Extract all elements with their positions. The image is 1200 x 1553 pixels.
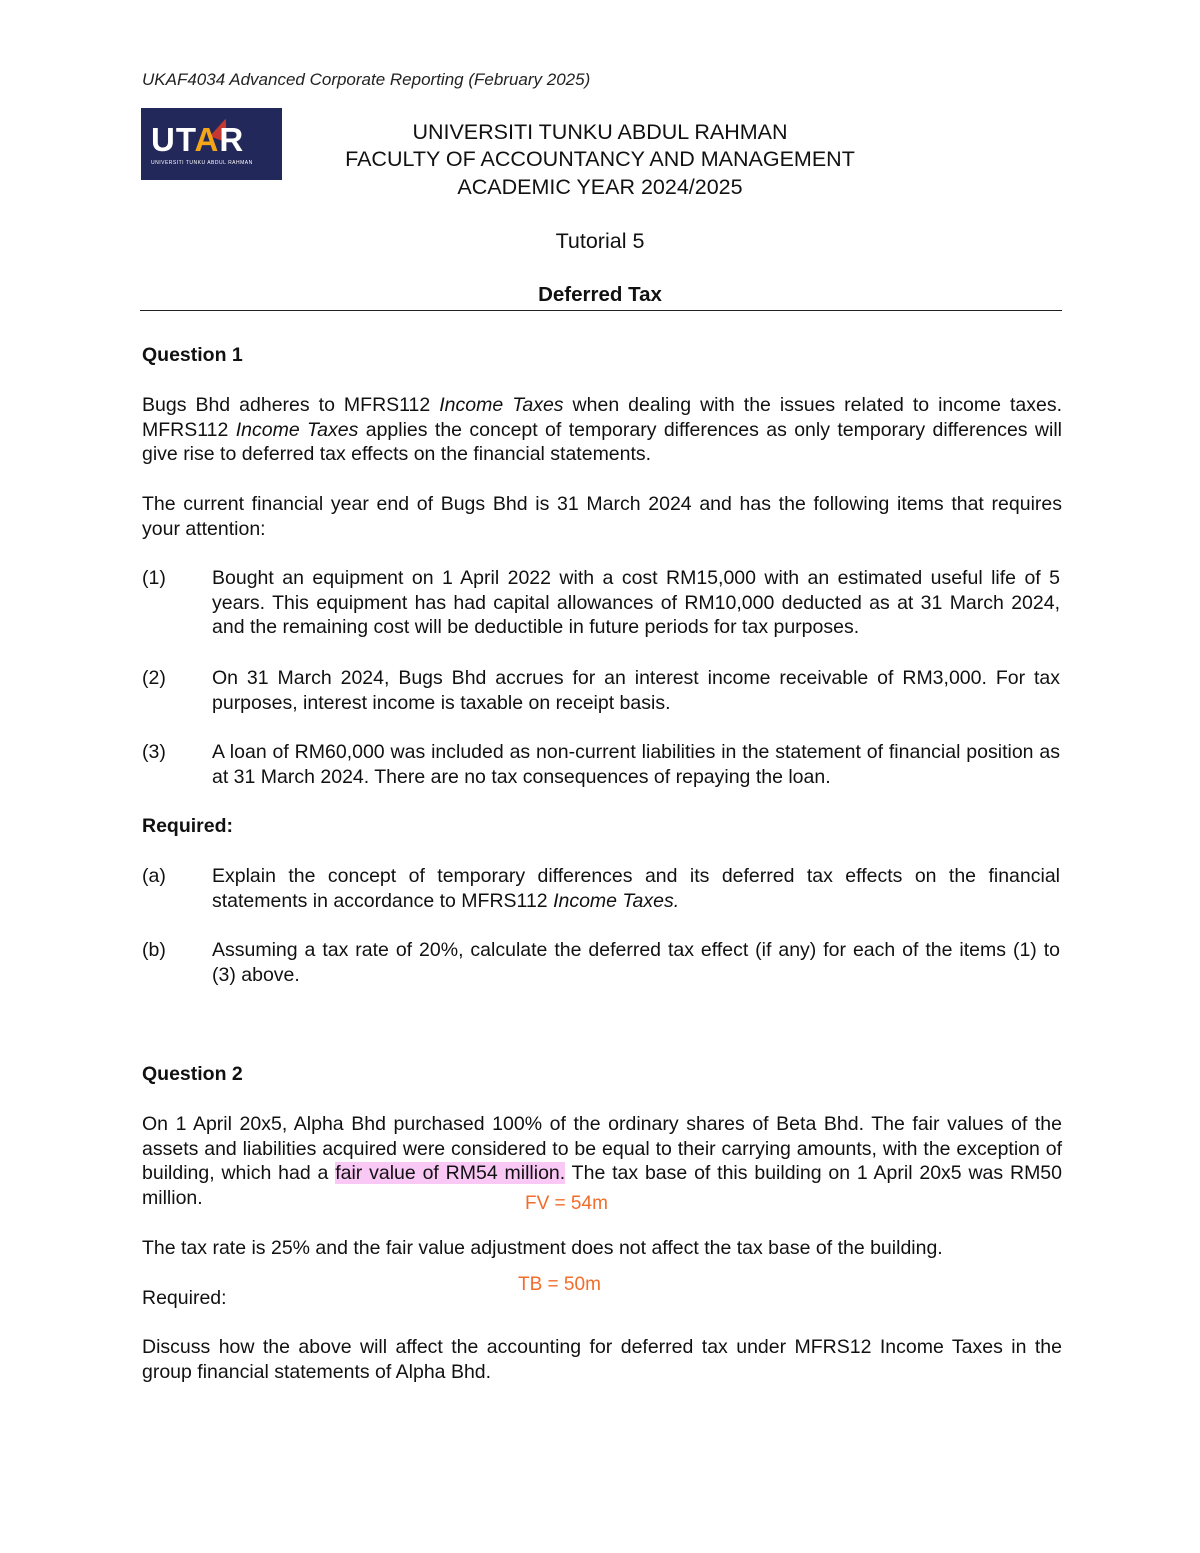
q2-required-label: Required: [142,1287,227,1309]
q1-item-2-number: (2) [142,667,166,689]
course-line: UKAF4034 Advanced Corporate Reporting (February 2025) [142,70,591,89]
q1-req-b-text: Assuming a tax rate of 20%, calculate the deferred tax effect (if any) for each of the items (1) to (3) above. [212,939,1060,986]
q1-item-2-text: On 31 March 2024, Bugs Bhd accrues for an interest income receivable of RM3,000. For tax purposes, interest income is taxable on receipt basis. [212,667,1060,714]
tutorial-title: Tutorial 5 [555,229,645,253]
annotation-tb: TB = 50m [518,1274,601,1295]
header-divider [140,310,1062,311]
q1-item-1-number: (1) [142,567,166,589]
q1-required-label: Required: [142,815,234,837]
university-name: UNIVERSITI TUNKU ABDUL RAHMAN [412,120,788,144]
q2-paragraph-2: The tax rate is 25% and the fair value adjustment does not affect the tax base of the building. [142,1237,943,1259]
q2-paragraph-3: Discuss how the above will affect the accounting for deferred tax under MFRS12 Income Taxes in the group financial statements of Alpha Bhd. [142,1336,1062,1383]
q1-item-3-text: A loan of RM60,000 was included as non-current liabilities in the statement of financial position as at 31 March 2024. There are no tax consequences of repaying the loan. [212,741,1060,788]
question-1-heading: Question 1 [142,344,243,366]
logo-subtitle: UNIVERSITI TUNKU ABDUL RAHMAN [151,160,253,166]
question-2-heading: Question 2 [142,1063,243,1085]
annotation-fv: FV = 54m [525,1193,608,1214]
q1-item-1-text: Bought an equipment on 1 April 2022 with a cost RM15,000 with an estimated useful life of 5 years. This equipment has had capital allowances of RM10,000 deducted as at 31 March 2024, and the remaining cost will be deductible in future periods for tax purposes. [212,567,1060,638]
q1-paragraph-1: Bugs Bhd adheres to MFRS112 Income Taxes when dealing with the issues related to income taxes. MFRS112 Income Taxes applies the concept of temporary differences as only temporary differences will give rise to deferred tax effects on the financial statements. [142,394,1062,465]
q1-req-b-number: (b) [142,939,166,961]
topic-title: Deferred Tax [538,283,662,306]
q1-paragraph-2: The current financial year end of Bugs Bhd is 31 March 2024 and has the following items that requires your attention: [142,493,1062,540]
q1-item-3-number: (3) [142,741,166,763]
q1-req-a-text: Explain the concept of temporary differences and its deferred tax effects on the financial statements in accordance to MFRS112 Income Taxes. [212,865,1060,912]
q1-req-a-number: (a) [142,865,166,887]
q2-highlight: fair value of RM54 million. [335,1162,566,1184]
faculty-name: FACULTY OF ACCOUNTANCY AND MANAGEMENT [345,147,855,171]
q2-paragraph-1: On 1 April 20x5, Alpha Bhd purchased 100% of the ordinary shares of Beta Bhd. The fair values of the assets and liabilities acquired were considered to be equal to their carrying amounts, with the exception of building, which had a fair value of RM54 million. The tax base of this building on 1 April 20x5 was RM50 million. [142,1113,1062,1209]
academic-year: ACADEMIC YEAR 2024/2025 [457,175,743,199]
logo-wordmark: UTAR [151,121,245,158]
